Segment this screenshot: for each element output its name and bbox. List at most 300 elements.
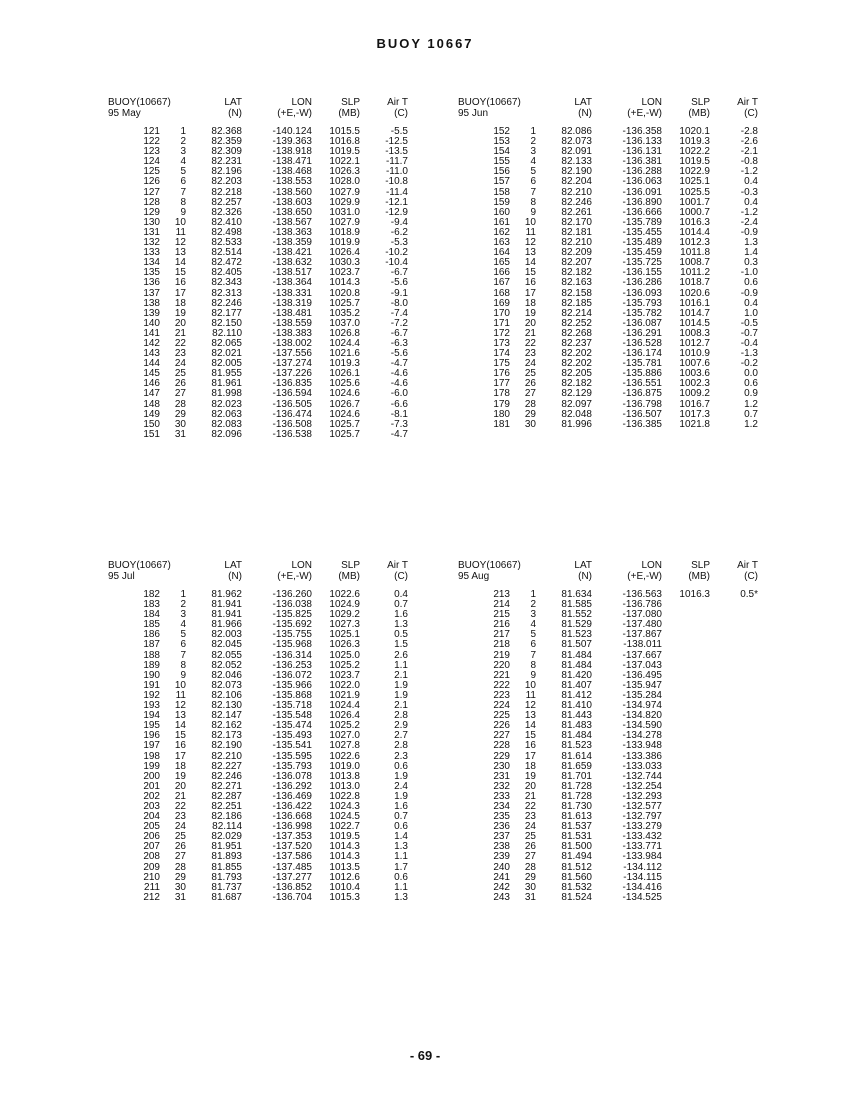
longitude-cell: -137.485	[272, 861, 312, 873]
air-temperature-cell: 0.6	[744, 378, 758, 390]
latitude-cell: 81.532	[561, 881, 592, 893]
day-of-month-cell: 31	[174, 428, 186, 440]
column-header: (N)	[228, 108, 242, 119]
longitude-cell: -134.590	[622, 720, 662, 732]
longitude-cell: -132.293	[622, 790, 662, 802]
sea-level-pressure-cell: 1016.1	[679, 297, 710, 309]
latitude-cell: 81.484	[561, 659, 592, 671]
day-of-month-cell: 9	[180, 669, 186, 681]
longitude-cell: -136.072	[272, 669, 312, 681]
latitude-cell: 81.996	[561, 418, 592, 430]
day-of-year-cell: 145	[143, 368, 160, 380]
air-temperature-cell: -0.9	[740, 226, 758, 238]
latitude-cell: 82.246	[211, 770, 242, 782]
day-of-month-cell: 5	[530, 629, 536, 641]
day-of-year-cell: 243	[493, 891, 510, 903]
day-of-month-cell: 25	[174, 831, 186, 843]
longitude-cell: -133.984	[622, 851, 662, 863]
latitude-cell: 81.412	[561, 689, 592, 701]
latitude-cell: 82.237	[561, 337, 592, 349]
table-body	[108, 127, 408, 440]
latitude-cell: 82.046	[211, 669, 242, 681]
column-header: (C)	[744, 571, 758, 582]
column-header: (C)	[394, 108, 408, 119]
latitude-cell: 81.737	[211, 881, 242, 893]
day-of-year-cell: 157	[493, 176, 510, 188]
longitude-cell: -134.416	[622, 881, 662, 893]
day-of-month-cell: 21	[174, 790, 186, 802]
air-temperature-cell: -13.5	[385, 146, 408, 158]
longitude-cell: -135.725	[622, 257, 662, 269]
sea-level-pressure-cell: 1027.9	[329, 216, 360, 228]
latitude-cell: 82.252	[561, 317, 592, 329]
day-of-year-cell: 136	[143, 277, 160, 289]
air-temperature-cell: -5.6	[390, 348, 408, 360]
sea-level-pressure-cell: 1021.6	[329, 348, 360, 360]
air-temperature-cell: 2.6	[394, 649, 408, 661]
day-of-year-cell: 208	[143, 851, 160, 863]
longitude-cell: -136.091	[622, 186, 662, 198]
longitude-cell: -135.868	[272, 689, 312, 701]
day-of-month-cell: 21	[174, 327, 186, 339]
day-of-year-cell: 147	[143, 388, 160, 400]
day-of-year-cell: 124	[143, 156, 160, 168]
sea-level-pressure-cell: 1025.2	[329, 659, 360, 671]
day-of-month-cell: 17	[174, 287, 186, 299]
day-of-year-cell: 224	[493, 700, 510, 712]
column-header: BUOY(10667)	[108, 560, 171, 571]
column-header: LAT	[574, 97, 592, 108]
longitude-cell: -136.286	[622, 277, 662, 289]
sea-level-pressure-cell: 1019.9	[329, 237, 360, 249]
latitude-cell: 81.524	[561, 891, 592, 903]
day-of-month-cell: 14	[174, 720, 186, 732]
latitude-cell: 82.210	[211, 750, 242, 762]
day-of-year-cell: 199	[143, 760, 160, 772]
column-header: BUOY(10667)	[108, 97, 171, 108]
air-temperature-cell: -10.2	[385, 247, 408, 259]
longitude-cell: -137.556	[272, 348, 312, 360]
day-of-year-cell: 162	[493, 226, 510, 238]
longitude-cell: -136.174	[622, 348, 662, 360]
sea-level-pressure-cell: 1022.0	[329, 679, 360, 691]
day-of-month-cell: 15	[524, 730, 536, 742]
sea-level-pressure-cell: 1019.5	[329, 831, 360, 843]
column-header: (MB)	[338, 108, 360, 119]
latitude-cell: 82.231	[211, 156, 242, 168]
latitude-cell: 82.063	[211, 408, 242, 420]
longitude-cell: -135.548	[272, 710, 312, 722]
day-of-year-cell: 196	[143, 730, 160, 742]
day-of-year-cell: 151	[143, 428, 160, 440]
day-of-month-cell: 4	[180, 619, 186, 631]
column-header: (C)	[394, 571, 408, 582]
sea-level-pressure-cell: 1026.8	[329, 327, 360, 339]
day-of-month-cell: 23	[174, 811, 186, 823]
latitude-cell: 82.005	[211, 358, 242, 370]
data-table-block	[108, 560, 408, 903]
sea-level-pressure-cell: 1012.7	[679, 337, 710, 349]
sea-level-pressure-cell: 1011.8	[680, 247, 710, 259]
longitude-cell: -138.011	[623, 639, 662, 651]
day-of-year-cell: 222	[493, 679, 510, 691]
sea-level-pressure-cell: 1019.5	[329, 146, 360, 158]
air-temperature-cell: -5.3	[390, 237, 408, 249]
air-temperature-cell: -0.8	[740, 156, 758, 168]
longitude-cell: -134.820	[622, 710, 662, 722]
day-of-year-cell: 191	[143, 679, 160, 691]
sea-level-pressure-cell: 1003.6	[679, 368, 710, 380]
column-header: SLP	[691, 560, 710, 571]
sea-level-pressure-cell: 1020.6	[679, 287, 710, 299]
air-temperature-cell: -1.0	[740, 267, 758, 279]
day-of-year-cell: 164	[493, 247, 510, 259]
sea-level-pressure-cell: 1023.7	[329, 669, 360, 681]
longitude-cell: -138.363	[272, 226, 312, 238]
latitude-cell: 81.410	[561, 700, 592, 712]
air-temperature-cell: -4.7	[390, 358, 408, 370]
air-temperature-cell: 1.9	[394, 790, 408, 802]
day-of-month-cell: 10	[174, 679, 186, 691]
longitude-cell: -134.974	[622, 700, 662, 712]
day-of-month-cell: 30	[524, 881, 536, 893]
table-row	[458, 420, 758, 430]
day-of-year-cell: 137	[143, 287, 160, 299]
day-of-month-cell: 6	[180, 639, 186, 651]
latitude-cell: 82.326	[211, 206, 242, 218]
air-temperature-cell: 1.7	[394, 861, 408, 873]
day-of-month-cell: 24	[174, 358, 186, 370]
air-temperature-cell: -12.5	[385, 136, 408, 148]
longitude-cell: -135.968	[272, 639, 312, 651]
day-of-year-cell: 123	[143, 146, 160, 158]
day-of-month-cell: 28	[524, 861, 536, 873]
longitude-cell: -137.226	[272, 368, 312, 380]
day-of-month-cell: 1	[180, 126, 186, 137]
day-of-year-cell: 135	[143, 267, 160, 279]
latitude-cell: 82.472	[211, 257, 242, 269]
day-of-month-cell: 16	[174, 740, 186, 752]
latitude-cell: 81.407	[561, 679, 592, 691]
day-of-month-cell: 25	[174, 368, 186, 380]
sea-level-pressure-cell: 1019.3	[329, 358, 360, 370]
longitude-cell: -137.277	[272, 871, 312, 883]
day-of-year-cell: 229	[493, 750, 510, 762]
latitude-cell: 81.420	[561, 669, 592, 681]
longitude-cell: -137.274	[272, 358, 312, 370]
sea-level-pressure-cell: 1013.0	[329, 780, 360, 792]
latitude-cell: 82.129	[561, 388, 592, 400]
air-temperature-cell: 2.1	[394, 700, 408, 712]
day-of-year-cell: 194	[143, 710, 160, 722]
sea-level-pressure-cell: 1014.3	[329, 851, 360, 863]
longitude-cell: -136.890	[622, 196, 662, 208]
day-of-year-cell: 175	[493, 358, 510, 370]
latitude-cell: 82.533	[211, 237, 242, 249]
sea-level-pressure-cell: 1025.5	[679, 186, 710, 198]
latitude-cell: 82.205	[561, 368, 592, 380]
day-of-year-cell: 156	[493, 166, 510, 178]
air-temperature-cell: -2.1	[740, 146, 758, 158]
day-of-year-cell: 197	[143, 740, 160, 752]
longitude-cell: -132.797	[622, 811, 662, 823]
day-of-year-cell: 216	[493, 619, 510, 631]
day-of-year-cell: 241	[493, 871, 510, 883]
column-header: LON	[291, 97, 312, 108]
sea-level-pressure-cell: 1002.3	[679, 378, 710, 390]
latitude-cell: 82.106	[211, 689, 242, 701]
latitude-cell: 82.210	[561, 186, 592, 198]
day-of-month-cell: 7	[180, 186, 186, 198]
air-temperature-cell: -0.4	[740, 337, 758, 349]
air-temperature-cell: -1.2	[740, 206, 758, 218]
longitude-cell: -136.381	[622, 156, 662, 168]
column-header: (+E,-W)	[277, 571, 312, 582]
data-table-block	[458, 560, 758, 903]
day-of-month-cell: 15	[174, 267, 186, 279]
longitude-cell: -138.603	[272, 196, 312, 208]
day-of-month-cell: 8	[530, 659, 536, 671]
longitude-cell: -136.538	[272, 428, 312, 440]
longitude-cell: -136.288	[622, 166, 662, 178]
latitude-cell: 82.091	[561, 146, 592, 158]
day-of-year-cell: 220	[493, 659, 510, 671]
longitude-cell: -135.789	[622, 216, 662, 228]
longitude-cell: -136.798	[622, 398, 662, 410]
day-of-year-cell: 217	[493, 629, 510, 641]
latitude-cell: 81.523	[561, 740, 592, 752]
air-temperature-cell: -0.5	[740, 317, 758, 329]
longitude-cell: -136.358	[622, 126, 662, 137]
longitude-cell: -135.541	[272, 740, 312, 752]
air-temperature-cell: -0.7	[740, 327, 758, 339]
air-temperature-cell: 1.3	[394, 619, 408, 631]
table-header	[458, 560, 758, 584]
day-of-year-cell: 185	[143, 619, 160, 631]
latitude-cell: 81.855	[211, 861, 242, 873]
day-of-year-cell: 210	[143, 871, 160, 883]
longitude-cell: -136.666	[622, 206, 662, 218]
latitude-cell: 82.170	[561, 216, 592, 228]
table-body	[108, 590, 408, 903]
latitude-cell: 81.494	[561, 851, 592, 863]
longitude-cell: -135.886	[622, 368, 662, 380]
day-of-year-cell: 143	[143, 348, 160, 360]
day-of-month-cell: 5	[180, 166, 186, 178]
day-of-month-cell: 30	[524, 418, 536, 430]
sea-level-pressure-cell: 1029.9	[329, 196, 360, 208]
latitude-cell: 82.150	[211, 317, 242, 329]
longitude-cell: -136.668	[272, 811, 312, 823]
air-temperature-cell: 0.4	[744, 176, 758, 188]
day-of-year-cell: 227	[493, 730, 510, 742]
data-table-block	[108, 97, 408, 440]
day-of-month-cell: 19	[174, 307, 186, 319]
day-of-year-cell: 149	[143, 408, 160, 420]
day-of-year-cell: 146	[143, 378, 160, 390]
day-of-year-cell: 161	[493, 216, 510, 228]
sea-level-pressure-cell: 1027.0	[329, 730, 360, 742]
day-of-month-cell: 14	[524, 720, 536, 732]
day-of-year-cell: 166	[493, 267, 510, 279]
latitude-cell: 81.941	[211, 609, 242, 621]
latitude-cell: 82.052	[211, 659, 242, 671]
day-of-month-cell: 13	[524, 247, 536, 259]
longitude-cell: -134.112	[623, 861, 662, 873]
day-of-year-cell: 121	[143, 126, 160, 137]
day-of-month-cell: 1	[180, 589, 186, 600]
air-temperature-cell: 0.7	[744, 408, 758, 420]
longitude-cell: -136.594	[272, 388, 312, 400]
latitude-cell: 82.498	[211, 226, 242, 238]
latitude-cell: 82.073	[211, 679, 242, 691]
day-of-year-cell: 230	[493, 760, 510, 772]
latitude-cell: 82.209	[561, 247, 592, 259]
sea-level-pressure-cell: 1009.2	[679, 388, 710, 400]
longitude-cell: -138.918	[272, 146, 312, 158]
sea-level-pressure-cell: 1023.7	[329, 267, 360, 279]
day-of-year-cell: 182	[143, 589, 160, 600]
day-of-month-cell: 19	[174, 770, 186, 782]
longitude-cell: -138.517	[272, 267, 312, 279]
day-of-month-cell: 25	[524, 368, 536, 380]
air-temperature-cell: -1.3	[740, 348, 758, 360]
air-temperature-cell: 0.4	[394, 589, 408, 600]
sea-level-pressure-cell: 1035.2	[329, 307, 360, 319]
day-of-year-cell: 167	[493, 277, 510, 289]
sea-level-pressure-cell: 1014.5	[679, 317, 710, 329]
day-of-year-cell: 232	[493, 780, 510, 792]
sea-level-pressure-cell: 1015.3	[329, 891, 360, 903]
air-temperature-cell: 0.5*	[740, 589, 758, 600]
day-of-month-cell: 7	[530, 186, 536, 198]
day-of-month-cell: 25	[524, 831, 536, 843]
latitude-cell: 81.531	[561, 831, 592, 843]
day-of-month-cell: 1	[530, 126, 536, 137]
longitude-cell: -138.383	[272, 327, 312, 339]
day-of-month-cell: 13	[524, 710, 536, 722]
column-header: LAT	[224, 97, 242, 108]
longitude-cell: -137.586	[272, 851, 312, 863]
air-temperature-cell: -11.7	[385, 156, 408, 168]
day-of-month-cell: 17	[524, 287, 536, 299]
sea-level-pressure-cell: 1025.6	[329, 378, 360, 390]
day-of-year-cell: 140	[143, 317, 160, 329]
longitude-cell: -136.998	[272, 821, 312, 833]
longitude-cell: -135.493	[272, 730, 312, 742]
air-temperature-cell: 0.9	[744, 388, 758, 400]
day-of-year-cell: 172	[493, 327, 510, 339]
longitude-cell: -138.560	[272, 186, 312, 198]
day-of-year-cell: 177	[493, 378, 510, 390]
column-header: SLP	[341, 560, 360, 571]
table-header	[108, 560, 408, 584]
sea-level-pressure-cell: 1020.1	[679, 126, 710, 137]
table-row	[458, 893, 758, 903]
column-header: (MB)	[338, 571, 360, 582]
day-of-month-cell: 17	[174, 750, 186, 762]
sea-level-pressure-cell: 1022.6	[329, 589, 360, 600]
air-temperature-cell: -5.5	[390, 126, 408, 137]
sea-level-pressure-cell: 1010.4	[329, 881, 360, 893]
day-of-year-cell: 179	[493, 398, 510, 410]
day-of-month-cell: 30	[174, 881, 186, 893]
latitude-cell: 81.951	[211, 841, 242, 853]
sea-level-pressure-cell: 1026.7	[329, 398, 360, 410]
air-temperature-cell: -8.1	[390, 408, 408, 420]
longitude-cell: -138.359	[272, 237, 312, 249]
longitude-cell: -137.480	[622, 619, 662, 631]
air-temperature-cell: 0.4	[744, 297, 758, 309]
day-of-month-cell: 18	[174, 297, 186, 309]
longitude-cell: -136.495	[622, 669, 662, 681]
sea-level-pressure-cell: 1018.7	[679, 277, 710, 289]
day-of-month-cell: 10	[524, 679, 536, 691]
month-label: 95 Aug	[458, 571, 490, 582]
table-body	[458, 127, 758, 430]
day-of-month-cell: 19	[524, 770, 536, 782]
latitude-cell: 82.271	[211, 780, 242, 792]
day-of-month-cell: 12	[174, 237, 186, 249]
day-of-month-cell: 13	[174, 247, 186, 259]
longitude-cell: -138.331	[272, 287, 312, 299]
latitude-cell: 81.523	[561, 629, 592, 641]
day-of-year-cell: 171	[493, 317, 510, 329]
air-temperature-cell: -11.4	[385, 186, 408, 198]
column-header: LON	[291, 560, 312, 571]
latitude-cell: 82.114	[212, 821, 242, 833]
day-of-year-cell: 126	[143, 176, 160, 188]
longitude-cell: -132.744	[622, 770, 662, 782]
day-of-month-cell: 8	[530, 196, 536, 208]
day-of-month-cell: 26	[524, 841, 536, 853]
day-of-month-cell: 20	[524, 780, 536, 792]
longitude-cell: -136.786	[622, 599, 662, 611]
sea-level-pressure-cell: 1007.6	[679, 358, 710, 370]
latitude-cell: 81.613	[561, 811, 592, 823]
air-temperature-cell: 1.3	[394, 841, 408, 853]
longitude-cell: -138.319	[272, 297, 312, 309]
day-of-month-cell: 7	[530, 649, 536, 661]
day-of-year-cell: 235	[493, 811, 510, 823]
air-temperature-cell: -4.7	[390, 428, 408, 440]
air-temperature-cell: 1.3	[744, 237, 758, 249]
longitude-cell: -133.033	[622, 760, 662, 772]
sea-level-pressure-cell: 1024.4	[329, 337, 360, 349]
longitude-cell: -136.131	[622, 146, 662, 158]
latitude-cell: 82.186	[211, 811, 242, 823]
longitude-cell: -136.253	[272, 659, 312, 671]
latitude-cell: 81.484	[561, 649, 592, 661]
latitude-cell: 82.190	[211, 740, 242, 752]
sea-level-pressure-cell: 1014.7	[679, 307, 710, 319]
longitude-cell: -136.507	[622, 408, 662, 420]
latitude-cell: 81.659	[561, 760, 592, 772]
longitude-cell: -136.385	[622, 418, 662, 430]
day-of-month-cell: 2	[530, 599, 536, 611]
latitude-cell: 81.552	[561, 609, 592, 621]
latitude-cell: 81.634	[561, 589, 592, 600]
longitude-cell: -138.553	[272, 176, 312, 188]
air-temperature-cell: -6.3	[390, 337, 408, 349]
day-of-month-cell: 18	[524, 760, 536, 772]
latitude-cell: 81.529	[561, 619, 592, 631]
day-of-month-cell: 22	[524, 800, 536, 812]
page-number: - 69 -	[409, 1048, 441, 1063]
longitude-cell: -138.650	[272, 206, 312, 218]
air-temperature-cell: 2.7	[394, 730, 408, 742]
longitude-cell: -135.782	[622, 307, 662, 319]
